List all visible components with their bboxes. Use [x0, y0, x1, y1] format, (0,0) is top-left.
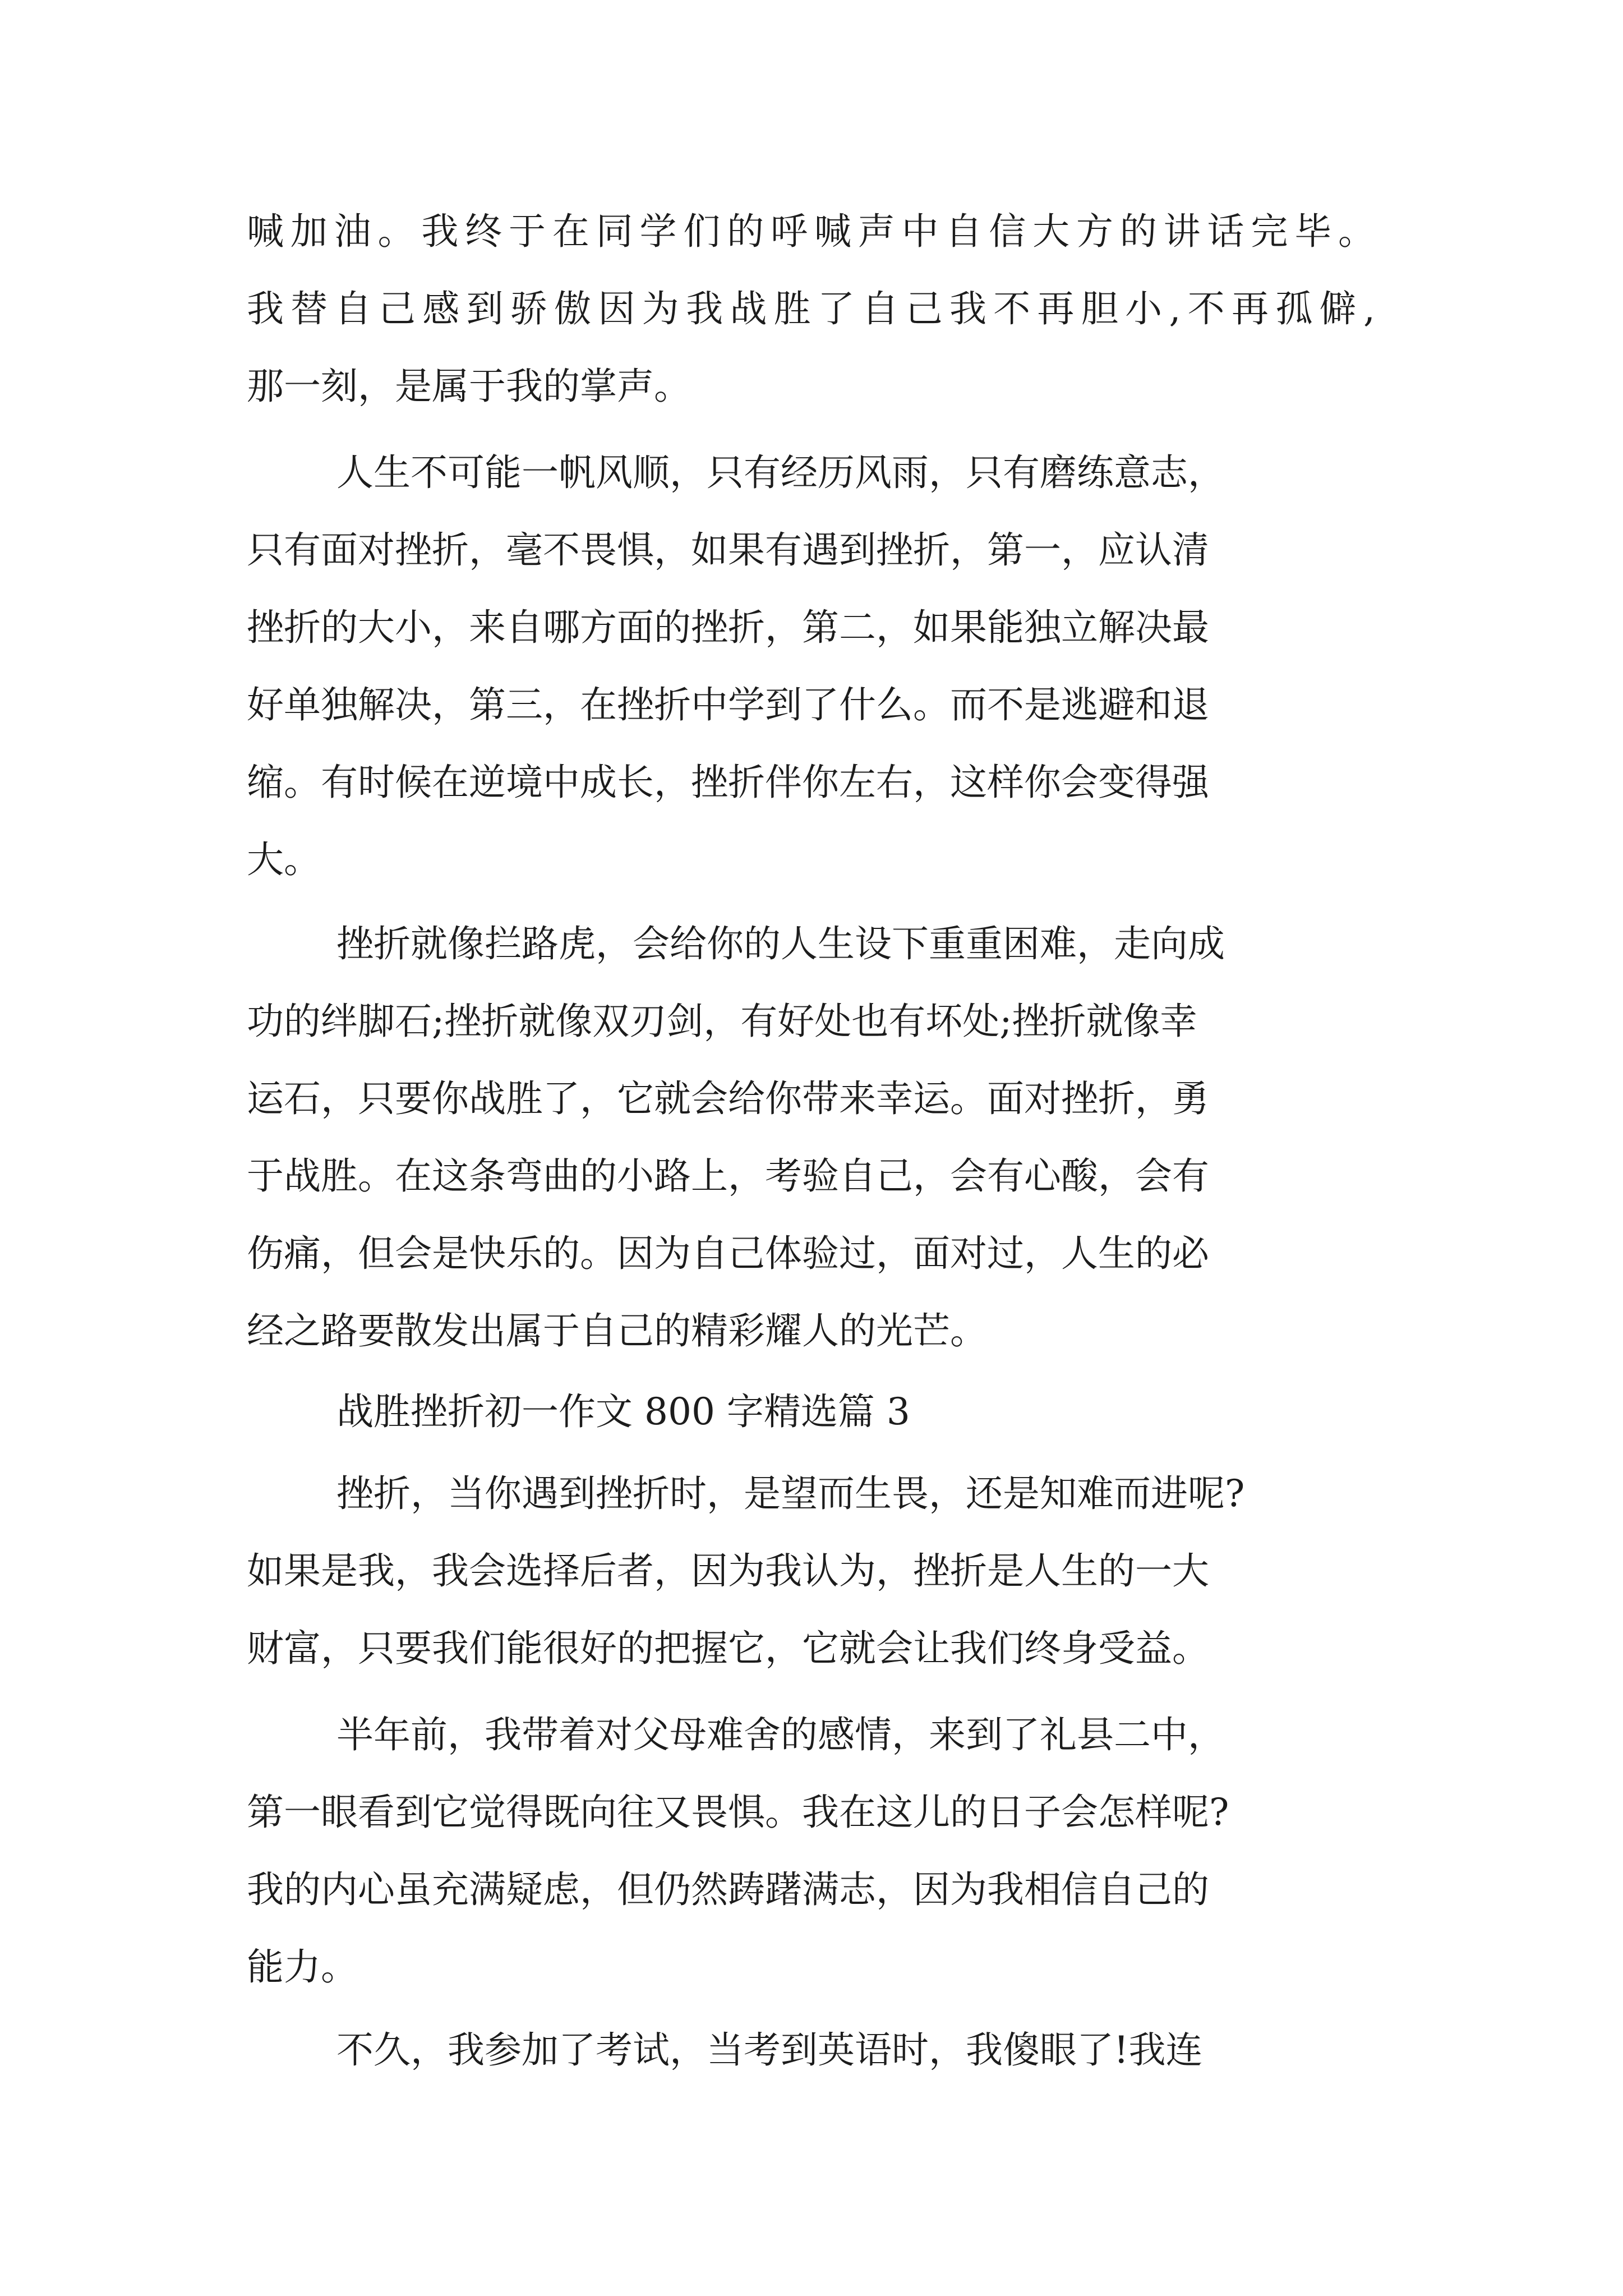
- text-line: 不久，我参加了考试，当考到英语时，我傻眼了!我连: [336, 2028, 1203, 2072]
- text-line: 挫折就像拦路虎，会给你的人生设下重重困难，走向成: [336, 922, 1225, 965]
- text-line: 功的绊脚石;挫折就像双刃剑，有好处也有坏处;挫折就像幸: [247, 1000, 1197, 1043]
- text-line: 于战胜。在这条弯曲的小路上，考验自己，会有心酸，会有: [247, 1154, 1209, 1198]
- text-line: 好单独解决，第三，在挫折中学到了什么。而不是逃避和退: [247, 683, 1209, 726]
- text-line: 第一眼看到它觉得既向往又畏惧。我在这儿的日子会怎样呢?: [247, 1791, 1229, 1834]
- text-line: 运石，只要你战胜了，它就会给你带来幸运。面对挫折，勇: [247, 1077, 1209, 1120]
- text-line: 伤痛，但会是快乐的。因为自己体验过，面对过，人生的必: [247, 1232, 1209, 1275]
- text-line: 缩。有时候在逆境中成长，挫折伴你左右，这样你会变得强: [247, 761, 1209, 804]
- text-line: 财富，只要我们能很好的把握它，它就会让我们终身受益。: [247, 1627, 1209, 1670]
- text-line: 能力。: [247, 1945, 358, 1989]
- text-line: 人生不可能一帆风顺，只有经历风雨，只有磨练意志，: [336, 451, 1225, 494]
- text-line: 我的内心虽充满疑虑，但仍然踌躇满志，因为我相信自己的: [247, 1868, 1209, 1911]
- text-line: 大。: [247, 838, 321, 881]
- section-heading: 战胜挫折初一作文 800 字精选篇 3: [336, 1390, 910, 1433]
- text-line: 只有面对挫折，毫不畏惧，如果有遇到挫折，第一，应认清: [247, 528, 1209, 572]
- text-line: 半年前，我带着对父母难舍的感情，来到了礼县二中，: [336, 1713, 1225, 1756]
- text-line: 喊加油。我终于在同学们的呼喊声中自信大方的讲话完毕。: [247, 210, 1375, 253]
- text-line: 我替自己感到骄傲因为我战胜了自己我不再胆小,不再孤僻,: [247, 287, 1375, 330]
- text-line: 挫折，当你遇到挫折时，是望而生畏，还是知难而进呢?: [336, 1472, 1245, 1515]
- text-line: 经之路要散发出属于自己的精彩耀人的光芒。: [247, 1309, 987, 1352]
- text-line: 如果是我，我会选择后者，因为我认为，挫折是人生的一大: [247, 1549, 1209, 1593]
- text-line: 挫折的大小，来自哪方面的挫折，第二，如果能独立解决最: [247, 606, 1209, 649]
- text-line: 那一刻，是属于我的掌声。: [247, 365, 691, 408]
